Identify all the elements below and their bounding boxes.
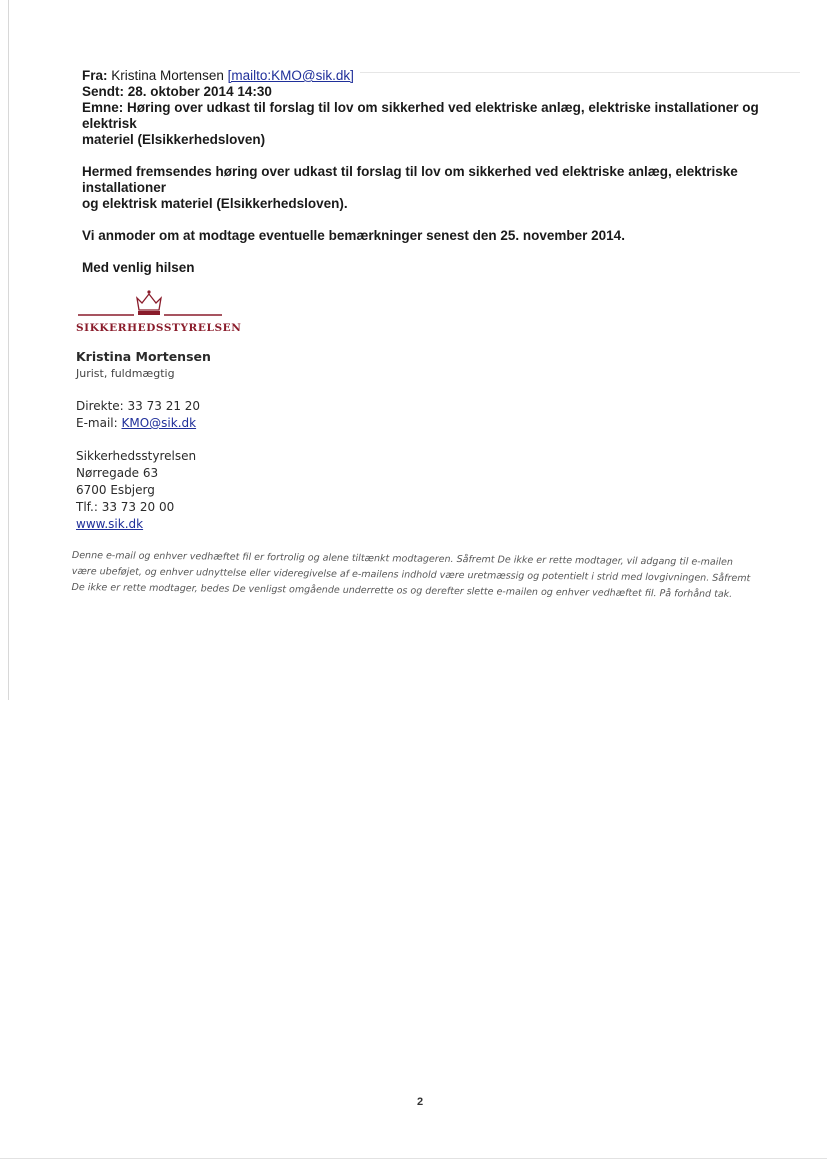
from-line	[82, 68, 802, 84]
signature-web-link[interactable]: www.sik.dk	[76, 517, 144, 531]
signature-email-label: E-mail:	[76, 416, 118, 430]
disclaimer-line-3: De ikke er rette modtager, bedes De venligst omgående underrette os og derefter slette e-mailen og enhver vedhæftet fil. På forhånd tak.	[71, 581, 733, 600]
sent-label: Sendt:	[82, 84, 124, 99]
signature-email-link[interactable]: KMO@sik.dk	[121, 416, 197, 430]
signature-title: Jurist, fuldmægtig	[76, 367, 175, 380]
from-mailto-link[interactable]: [mailto:KMO@sik.dk]	[227, 68, 354, 83]
sent-value: 28. oktober 2014 14:30	[127, 84, 272, 99]
subject-text: Høring over udkast til forslag til lov om sikkerhed ved elektriske anlæg, elektriske installationer og elektrisk	[82, 100, 759, 131]
disclaimer-line-1: Denne e-mail og enhver vedhæftet fil er fortrolig og alene tiltænkt modtageren. Såfremt De ikke er rette modtager, vil adgang til e-mailen	[71, 549, 733, 568]
body-paragraph-2: Vi anmoder om at modtage eventuelle bemærkninger senest den 25. november 2014.	[82, 228, 625, 243]
body-p1-line1: Hermed fremsendes høring over udkast til forslag til lov om sikkerhed ved elektriske anlæg, elektriske installationer	[82, 164, 738, 195]
signature-name: Kristina Mortensen	[76, 349, 211, 364]
disclaimer-line-2: være ubeføjet, og enhver udnyttelse eller videregivelse af e-mailens indhold være uretmæssig og potentielt i strid med lovgivningen. Såfremt	[71, 565, 751, 585]
signature-org: Sikkerhedsstyrelsen	[76, 449, 197, 463]
scan-edge-bottom	[0, 1158, 827, 1159]
signature-phone: Tlf.: 33 73 20 00	[76, 500, 175, 514]
subject-line	[82, 100, 802, 132]
from-label: Fra:	[82, 68, 108, 83]
body-p1-line2: og elektrisk materiel (Elsikkerhedsloven).	[82, 196, 348, 211]
signature-block	[76, 348, 211, 533]
signature-city: 6700 Esbjerg	[76, 483, 155, 497]
email-message	[82, 68, 802, 276]
subject-text-cont: materiel (Elsikkerhedsloven)	[82, 132, 266, 147]
page-number: 2	[416, 1096, 424, 1108]
signature-direct-phone: Direkte: 33 73 21 20	[76, 399, 201, 413]
signature-email-line	[76, 415, 211, 432]
signature-street: Nørregade 63	[76, 466, 159, 480]
sent-line	[82, 84, 802, 100]
subject-label: Emne:	[82, 100, 124, 115]
brand-wordmark: SIKKERHEDSSTYRELSEN	[76, 322, 242, 334]
body-paragraph-1	[82, 164, 802, 212]
scan-edge-left	[8, 0, 9, 700]
from-name: Kristina Mortensen	[111, 68, 224, 83]
closing-greeting: Med venlig hilsen	[82, 260, 195, 275]
confidentiality-disclaimer	[71, 548, 786, 603]
